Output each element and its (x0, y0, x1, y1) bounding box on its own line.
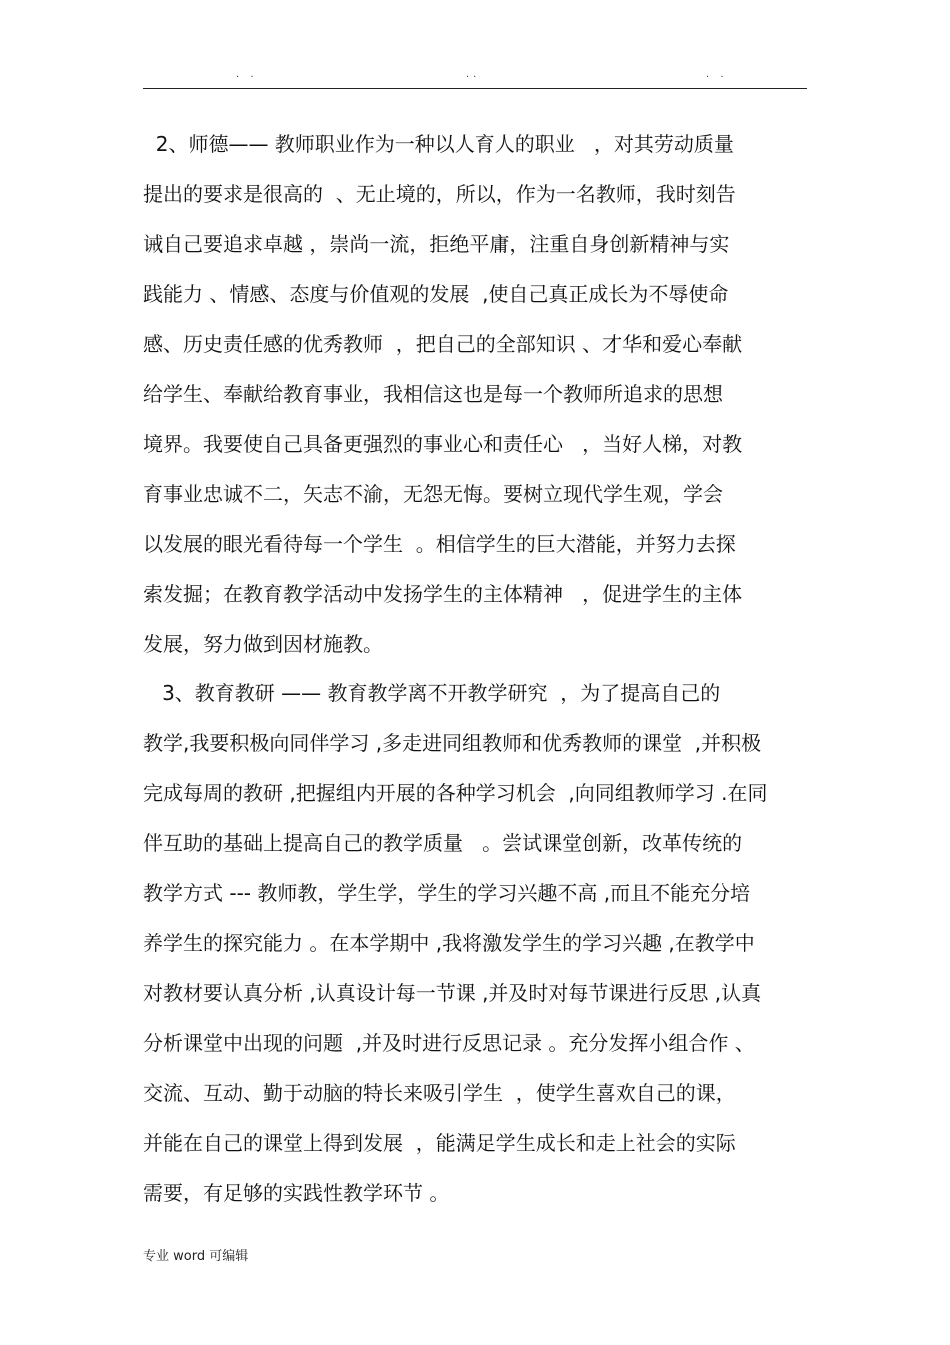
text-line: 2、师德—— 教师职业作为一种以人育人的职业 ，对其劳动质量 (143, 132, 734, 156)
text-line: 对教材要认真分析 ,认真设计每一节课 ,并及时对每节课进行反思 ,认真 (143, 981, 762, 1005)
text-line: 索发掘；在教育教学活动中发扬学生的主体精神 ，促进学生的主体 (143, 582, 743, 606)
header-dots-center: .. (466, 69, 481, 80)
text-line: 感、历史责任感的优秀教师 ，把自己的全部知识 、才华和爱心奉献 (143, 332, 743, 356)
text-line: 交流、互动、勤于动脑的特长来吸引学生 ，使学生喜欢自己的课， (143, 1081, 736, 1105)
paragraph-ethics (143, 119, 807, 669)
text-line: 伴互助的基础上提高自己的教学质量 。尝试课堂创新，改革传统的 (143, 831, 743, 855)
text-line: 3、教育教研 —— 教育教学离不开教学研究 ，为了提高自己的 (143, 681, 721, 705)
text-line: 以发展的眼光看待每一个学生 。相信学生的巨大潜能，并努力去探 (143, 532, 736, 556)
text-line: 境界。我要使自己具备更强烈的事业心和责任心 ，当好人梯，对教 (143, 432, 743, 456)
text-line: 提出的要求是很高的 、无止境的，所以，作为一名教师，我时刻告 (143, 182, 736, 206)
text-line: 需要，有足够的实践性教学环节 。 (143, 1181, 450, 1205)
text-line: 给学生、奉献给教育事业，我相信这也是每一个教师所追求的思想 (143, 382, 723, 406)
text-line: 践能力 、情感、态度与价值观的发展 ,使自己真正成长为不辱使命 (143, 282, 729, 306)
text-line: 教学,我要积极向同伴学习 ,多走进同组教师和优秀教师的课堂 ,并积极 (143, 731, 762, 755)
header-dots-right: . . (706, 69, 728, 80)
text-line: 诫自己要追求卓越 ，崇尚一流，拒绝平庸，注重自身创新精神与实 (143, 232, 730, 256)
paragraph-teaching-research (143, 668, 807, 1218)
text-line: 发展，努力做到因材施教。 (143, 632, 383, 656)
text-line: 并能在自己的课堂上得到发展 ，能满足学生成长和走上社会的实际 (143, 1131, 736, 1155)
text-line: 育事业忠诚不二，矢志不渝，无怨无悔。要树立现代学生观，学会 (143, 482, 723, 506)
text-line: 完成每周的教研 ,把握组内开展的各种学习机会 ,向同组教师学习 .在同 (143, 781, 768, 805)
page-footer: 专业 word 可编辑 (143, 1249, 249, 1264)
header-dots-left: . . (236, 69, 258, 80)
text-line: 养学生的探究能力 。在本学期中 ,我将激发学生的学习兴趣 ,在教学中 (143, 931, 755, 955)
text-line: 教学方式 --- 教师教，学生学，学生的学习兴趣不高 ,而且不能充分培 (143, 881, 751, 905)
header-divider (143, 88, 807, 89)
text-line: 分析课堂中出现的问题 ,并及时进行反思记录 。充分发挥小组合作 、 (143, 1031, 755, 1055)
